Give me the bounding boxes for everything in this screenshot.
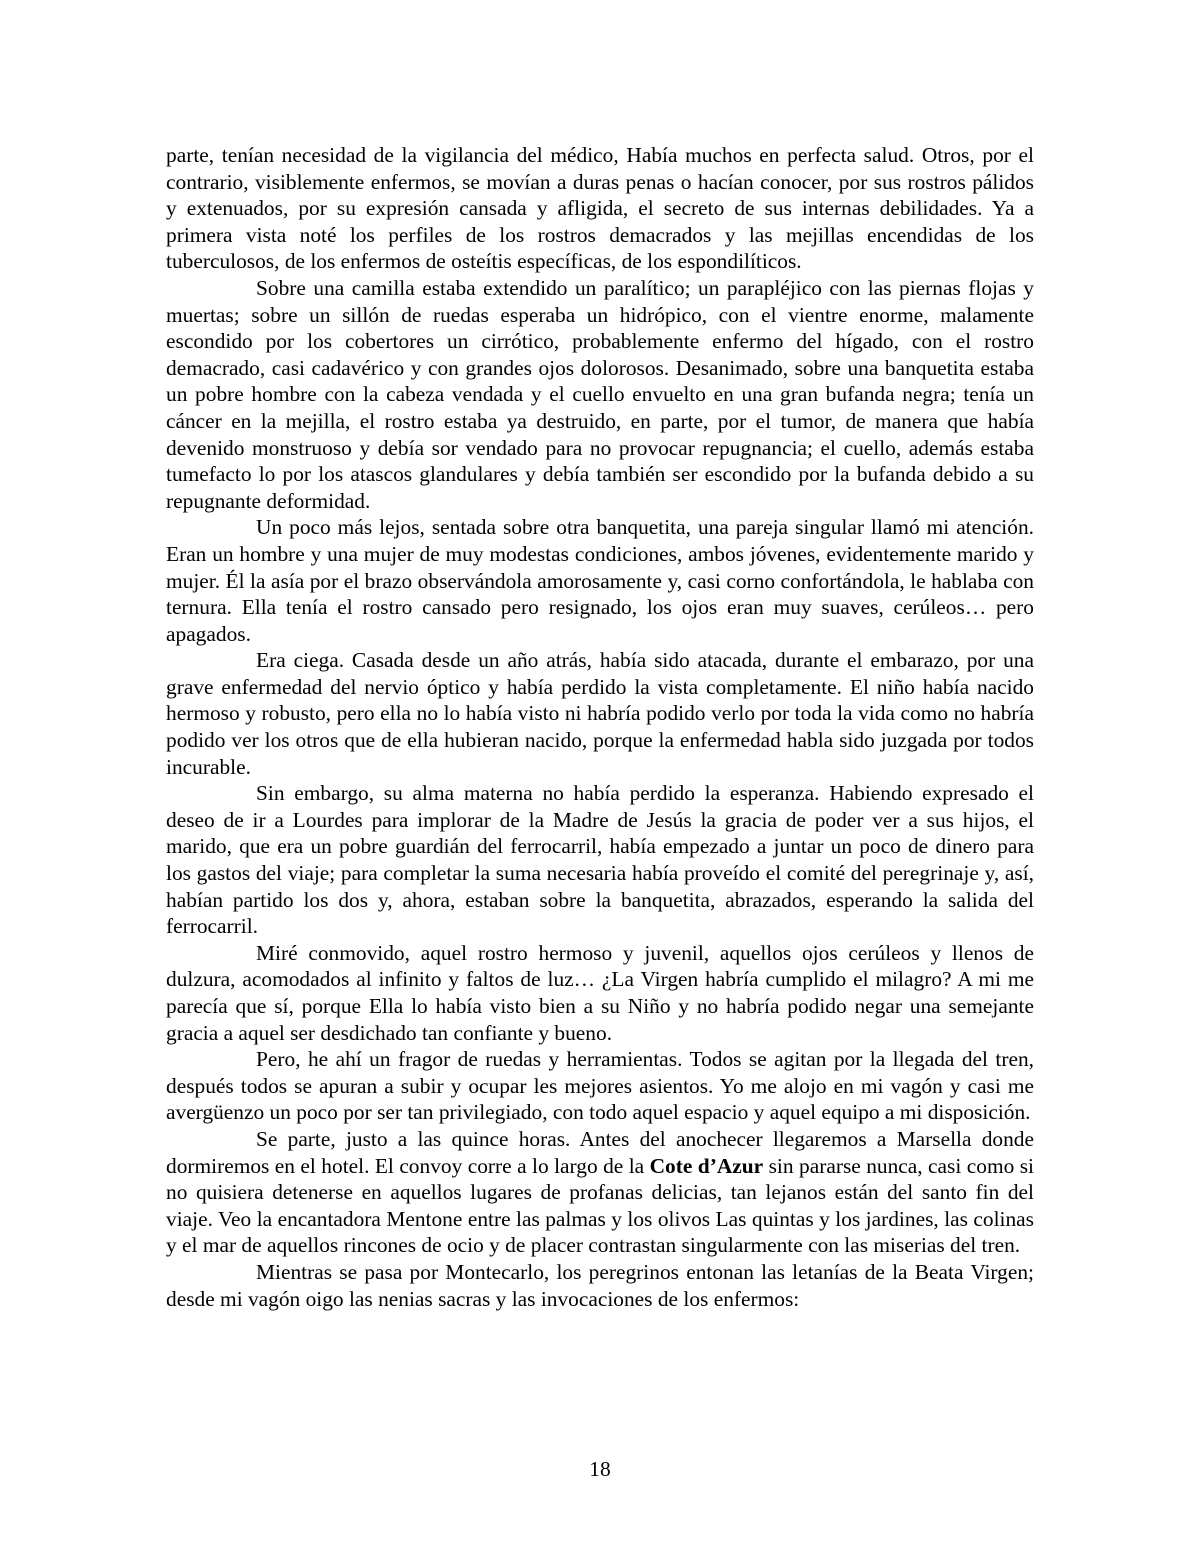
paragraph-5: Sin embargo, su alma materna no había perdido la esperanza. Habiendo expresado el deseo de ir a Lourdes para implorar de la Madre de Jesús la gracia de poder ver a sus hijos, el marido, que era un pobre guardián del ferrocarril, había empezado a juntar un poco de dinero para los gastos del viaje; para completar la suma necesaria había proveído el comité del peregrinaje y, así, habían partido los dos y, ahora, estaban sobre la banquetita, abrazados, esperando la salida del ferrocarril. bbox=[166, 781, 1034, 939]
paragraph-6: Miré conmovido, aquel rostro hermoso y juvenil, aquellos ojos cerúleos y llenos de dulzura, acomodados al infinito y faltos de luz… ¿La Virgen habría cumplido el milagro? A mi me parecía que sí, porque Ella lo había visto bien a su Niño y no habría podido negar una semejante gracia a aquel ser desdichado tan confiante y bueno. bbox=[166, 940, 1034, 1045]
page-number: 18 bbox=[589, 1457, 611, 1481]
paragraph-3: Un poco más lejos, sentada sobre otra banquetita, una pareja singular llamó mi atención. Eran un hombre y una mujer de muy modestas condiciones, ambos jóvenes, evidentemente marido y mujer. Él la asía por el brazo observándola amorosamente y, casi corno confortándola, le hablaba con ternura. Ella tenía el rostro cansado pero resignado, los ojos eran muy suaves, cerúleos… pero apagados. bbox=[166, 515, 1034, 646]
paragraph-4: Era ciega. Casada desde un año atrás, había sido atacada, durante el embarazo, por una grave enfermedad del nervio óptico y había perdido la vista completamente. El niño había nacido hermoso y robusto, pero ella no lo había visto ni habría podido verlo por toda la vida como no habría podido ver los otros que de ella hubieran nacido, porque la enfermedad habla sido juzgada por todos incurable. bbox=[166, 648, 1034, 779]
paragraph-2: Sobre una camilla estaba extendido un paralítico; un parapléjico con las piernas flojas y muertas; sobre un sillón de ruedas esperaba un hidrópico, con el vientre enorme, malamente escondido por los cobertores un cirrótico, probablemente enfermo del hígado, con el rostro demacrado, casi cadavérico y con grandes ojos dolorosos. Desanimado, sobre una banquetita estaba un pobre hombre con la cabeza vendada y el cuello envuelto en una gran bufanda negra; tenía un cáncer en la mejilla, el rostro estaba ya destruido, en parte, por el tumor, de manera que había devenido monstruoso y debía sor vendado para no provocar repugnancia; el cuello, además estaba tumefacto lo por los atascos glandulares y debía también ser escondido por la bufanda debido a su repugnante deformidad. bbox=[166, 275, 1034, 513]
paragraph-1: parte, tenían necesidad de la vigilancia del médico, Había muchos en perfecta salud. Otros, por el contrario, visiblemente enfermos, se movían a duras penas o hacían conocer, por sus rostros pálidos y extenuados, por su expresión cansada y afligida, el secreto de sus internas debilidades. Ya a primera vista noté los perfiles de los rostros demacrados y las mejillas encendidas de los tuberculosos, de los enfermos de osteítis específicas, de los espondilíticos. bbox=[166, 143, 1034, 274]
body-text bbox=[166, 142, 1034, 1312]
paragraph-8-end: sin pararse nunca, casi como si no quisiera detenerse en aquellos lugares de profanas delicias, tan lejanos están del santo fin del viaje. Veo la encantadora Mentone entre las palmas y los olivos Las quintas y los jardines, las colinas y el mar de aquellos rincones de ocio y de placer contrastan singularmente con las miserias del tren. bbox=[166, 1153, 1034, 1258]
paragraph-8 bbox=[166, 1126, 1034, 1259]
place-name-bold: Cote d’Azur bbox=[649, 1153, 764, 1178]
paragraph-9: Mientras se pasa por Montecarlo, los peregrinos entonan las letanías de la Beata Virgen; desde mi vagón oigo las nenias sacras y las invocaciones de los enfermos: bbox=[166, 1259, 1034, 1311]
paragraph-7: Pero, he ahí un fragor de ruedas y herramientas. Todos se agitan por la llegada del tren, después todos se apuran a subir y ocupar les mejores asientos. Yo me alojo en mi vagón y casi me avergüenzo un poco por ser tan privilegiado, con todo aquel espacio y aquel equipo a mi disposición. bbox=[166, 1047, 1034, 1125]
paragraph-8-start: Se parte, justo a las quince horas. Antes del anochecer llegaremos a Marsella donde dormiremos en el hotel. El convoy corre a lo largo de la bbox=[166, 1126, 1034, 1178]
